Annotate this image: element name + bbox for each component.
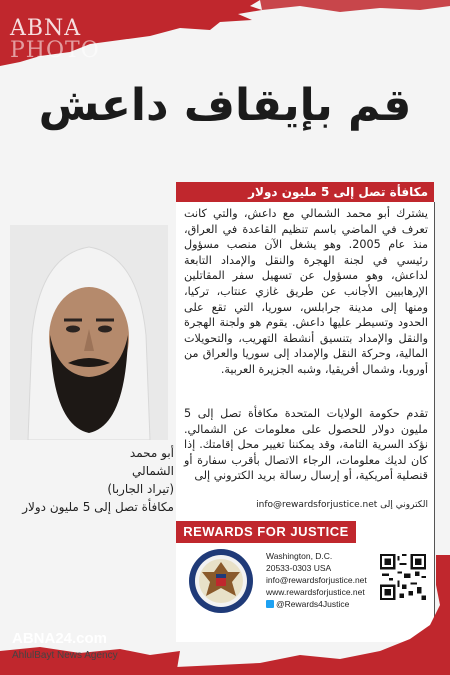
watermark-photo: PHOTO xyxy=(10,38,100,63)
suspect-photo xyxy=(10,225,168,440)
rewards-for-justice-banner: REWARDS FOR JUSTICE xyxy=(176,521,356,543)
headline: قم بإيقاف داعش xyxy=(38,80,412,131)
caption-name-line2: الشمالي xyxy=(132,464,174,478)
contact-email[interactable]: info@rewardsforjustice.net xyxy=(266,575,367,585)
contact-zip: 20533-0303 USA xyxy=(266,563,332,573)
reward-header: مكافأة تصل إلى 5 مليون دولار xyxy=(176,182,434,202)
email-line: الكتروني إلى info@rewardsforjustice.net xyxy=(256,500,428,510)
caption-name-line1: أبو محمد xyxy=(129,446,174,460)
portrait-illustration xyxy=(10,225,168,440)
contact-website[interactable]: www.rewardsforjustice.net xyxy=(266,587,365,597)
bio-paragraph: يشترك أبو محمد الشمالي مع داعش، والتي كانت تعرف في الماضي باسم تنظيم القاعدة في العراق، منذ عام 2005. وهو يشغل الآن منصب مسؤول رئيسي في لجنة الهجرة والنقل والإمداد التابعة لداعش، وهو مسؤول عن تسهيل سفر المقاتلين الإرهابيين الأجانب عن طريق غازي عنتاب، تركيا، ومنها إلى مدينة جرابلس، سوريا، التي تقع على الحدود وتسيطر عليها داعش. يقوم هو ولجنة الهجرة والنقل والإمداد بتنسيق أنشطة التهريب، والتحويلات المالية، وحركة النقل والإمداد إلى سوريا والعراق من أوروبا، وشمال أفريقيا، وشبه الجزيرة العربية. xyxy=(184,207,428,376)
twitter-handle: @Rewards4Justice xyxy=(276,599,350,609)
reward-paragraph: تقدم حكومة الولايات المتحدة مكافأة تصل إلى 5 مليون دولار للحصول على معلومات عن الشمالي. نؤكد السرية التامة، وقد يمكننا تغيير محل إقامتك. إذا كان لديك معلومات، الرجاء الاتصال بأقرب سفارة أو قنصلية أمريكية، أو إرسال رسالة بريد الكتروني إلى xyxy=(184,407,428,483)
abna-tagline: AhlulBayt News Agency xyxy=(12,650,118,661)
watermark-abna: ABNA xyxy=(10,16,82,41)
photo-caption xyxy=(8,444,174,516)
caption-reward: مكافأة تصل إلى 5 مليون دولار xyxy=(22,500,174,514)
abna-logo: ABNA24.com xyxy=(12,630,108,647)
contact-city: Washington, D.C. xyxy=(266,551,333,561)
caption-alias: (تيراد الجاربا) xyxy=(107,482,174,496)
